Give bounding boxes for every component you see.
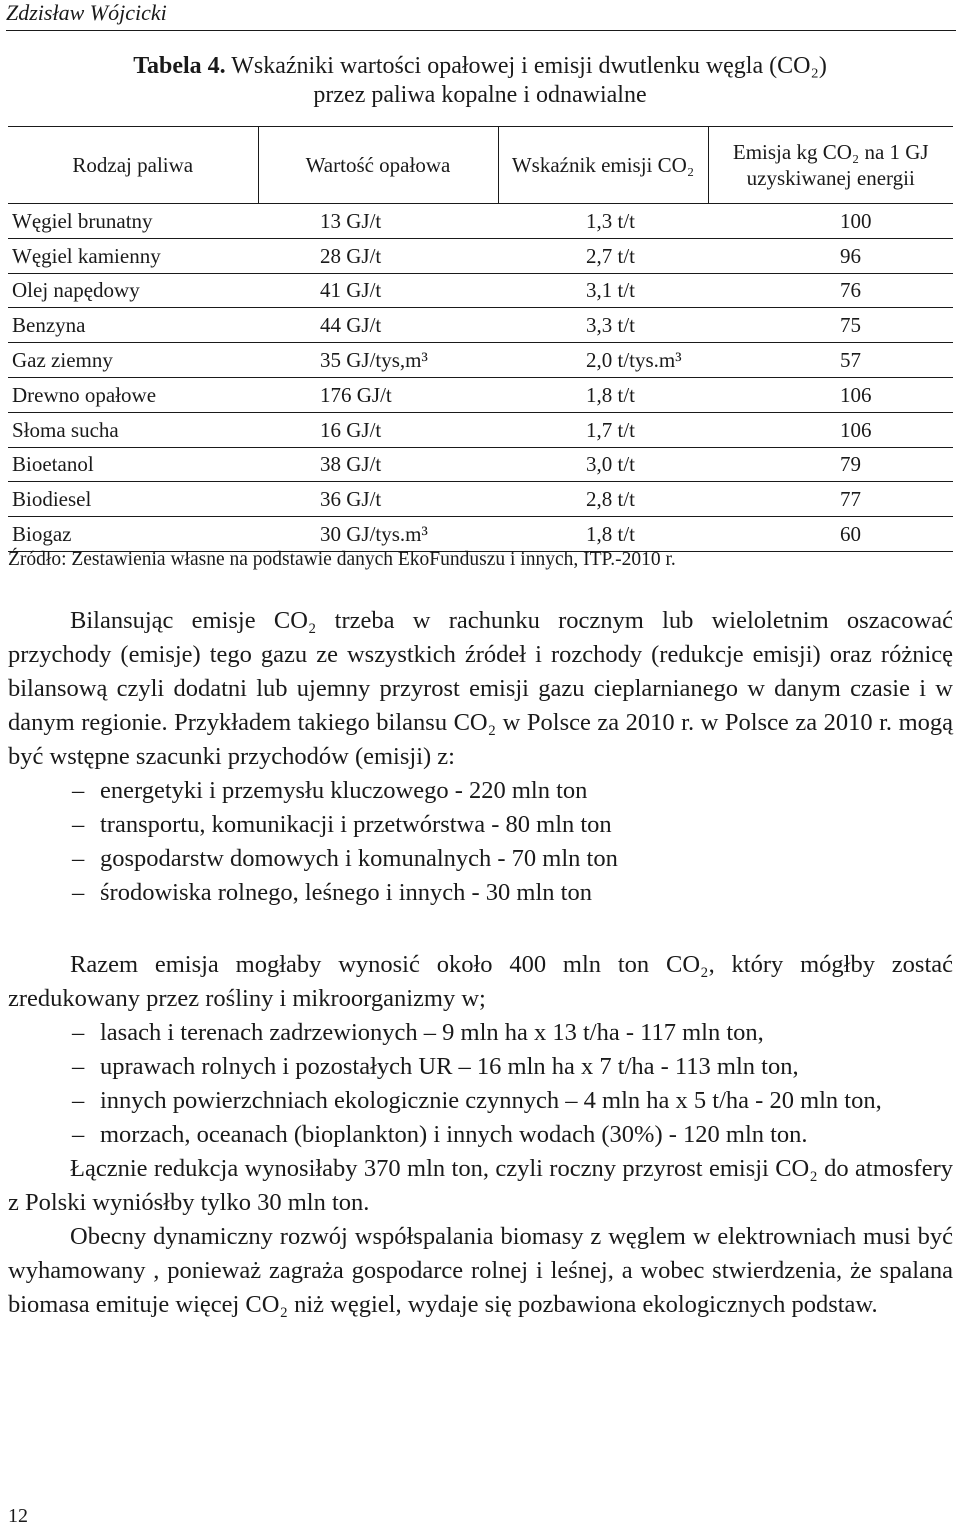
list-item bbox=[8, 1050, 953, 1084]
dash-bullet: – bbox=[72, 777, 85, 804]
column-header-emission-per-gj: Emisja kg CO₂ na 1 GJ uzyskiwanej energii bbox=[708, 127, 953, 204]
list-item-text: energetyki i przemysłu kluczowego - 220 mln ton bbox=[100, 777, 588, 804]
cell-emission-per-gj: 76 bbox=[708, 273, 953, 308]
list-item-text: morzach, oceanach (bioplankton) i innych wodach (30%) - 120 mln ton. bbox=[100, 1121, 808, 1148]
table-title-line1: Wskaźniki wartości opałowej i emisji dwutlenku węgla (CO₂) bbox=[231, 53, 827, 79]
cell-heating-value: 28 GJ/t bbox=[258, 238, 498, 273]
cell-emission-per-gj: 96 bbox=[708, 238, 953, 273]
cell-emission-per-gj: 100 bbox=[708, 204, 953, 239]
paragraph-biomass-cofiring: Obecny dynamiczny rozwój współspalania biomasy z węglem w elektrowniach musi być wyhamowany , ponieważ zagraża gospodarce rolnej i leśnej, a wobec stwierdzenia, że spalana biomasa emituje więcej CO₂ niż węgiel, wydaje się pozbawiona ekologicznych podstaw. bbox=[8, 1223, 953, 1318]
cell-heating-value: 38 GJ/t bbox=[258, 447, 498, 482]
list-item-text: środowiska rolnego, leśnego i innych - 30 mln ton bbox=[100, 879, 592, 906]
list-item bbox=[8, 774, 953, 808]
table-row bbox=[8, 447, 953, 482]
paragraph-total-emission: Razem emisja mogłaby wynosić około 400 mln ton CO₂, który mógłby zostać zredukowany przez rośliny i mikroorganizmy w; bbox=[8, 951, 953, 1012]
cell-emission-per-gj: 106 bbox=[708, 377, 953, 412]
table-label: Tabela 4. bbox=[133, 53, 226, 79]
reduction-sinks-list bbox=[8, 1016, 953, 1152]
cell-fuel-type: Benzyna bbox=[8, 308, 258, 343]
cell-emission-per-gj: 106 bbox=[708, 412, 953, 447]
cell-emission-per-gj: 60 bbox=[708, 517, 953, 552]
cell-emission-per-gj: 79 bbox=[708, 447, 953, 482]
cell-emission-factor: 3,3 t/t bbox=[498, 308, 708, 343]
page-header bbox=[6, 0, 956, 31]
dash-bullet: – bbox=[72, 811, 85, 838]
cell-heating-value: 35 GJ/tys,m³ bbox=[258, 343, 498, 378]
cell-emission-factor: 2,7 t/t bbox=[498, 238, 708, 273]
page-number: 12 bbox=[8, 1505, 28, 1527]
paragraph-total-reduction: Łącznie redukcja wynosiłaby 370 mln ton, czyli roczny przyrost emisji CO₂ do atmosfery z Polski wyniósłby tylko 30 mln ton. bbox=[8, 1155, 953, 1216]
dash-bullet: – bbox=[72, 1053, 85, 1080]
table-title-line2: przez paliwa kopalne i odnawialne bbox=[313, 82, 647, 108]
cell-fuel-type: Biodiesel bbox=[8, 482, 258, 517]
cell-fuel-type: Olej napędowy bbox=[8, 273, 258, 308]
list-item-text: innych powierzchniach ekologicznie czynnych – 4 mln ha x 5 t/ha - 20 mln ton, bbox=[100, 1087, 882, 1114]
cell-heating-value: 16 GJ/t bbox=[258, 412, 498, 447]
list-item-text: lasach i terenach zadrzewionych – 9 mln ha x 13 t/ha - 117 mln ton, bbox=[100, 1019, 764, 1046]
cell-fuel-type: Bioetanol bbox=[8, 447, 258, 482]
list-item bbox=[8, 808, 953, 842]
dash-bullet: – bbox=[72, 1087, 85, 1114]
cell-fuel-type: Gaz ziemny bbox=[8, 343, 258, 378]
list-item-text: uprawach rolnych i pozostałych UR – 16 mln ha x 7 t/ha - 113 mln ton, bbox=[100, 1053, 799, 1080]
cell-heating-value: 44 GJ/t bbox=[258, 308, 498, 343]
list-item bbox=[8, 876, 953, 910]
cell-emission-factor: 1,8 t/t bbox=[498, 517, 708, 552]
cell-emission-per-gj: 77 bbox=[708, 482, 953, 517]
body-text bbox=[8, 604, 953, 1322]
table-row bbox=[8, 238, 953, 273]
table-row bbox=[8, 343, 953, 378]
column-header-fuel-type: Rodzaj paliwa bbox=[8, 127, 258, 204]
list-item-text: gospodarstw domowych i komunalnych - 70 mln ton bbox=[100, 845, 618, 872]
dash-bullet: – bbox=[72, 1121, 85, 1148]
cell-heating-value: 30 GJ/tys.m³ bbox=[258, 517, 498, 552]
column-header-emission-factor: Wskaźnik emisji CO₂ bbox=[498, 127, 708, 204]
cell-heating-value: 36 GJ/t bbox=[258, 482, 498, 517]
cell-heating-value: 41 GJ/t bbox=[258, 273, 498, 308]
cell-emission-factor: 3,1 t/t bbox=[498, 273, 708, 308]
table-row bbox=[8, 517, 953, 552]
list-item-text: transportu, komunikacji i przetwórstwa - 80 mln ton bbox=[100, 811, 612, 838]
cell-heating-value: 13 GJ/t bbox=[258, 204, 498, 239]
dash-bullet: – bbox=[72, 879, 85, 906]
cell-fuel-type: Drewno opałowe bbox=[8, 377, 258, 412]
table-row bbox=[8, 273, 953, 308]
list-item bbox=[8, 1118, 953, 1152]
table-row bbox=[8, 482, 953, 517]
list-item bbox=[8, 1016, 953, 1050]
cell-heating-value: 176 GJ/t bbox=[258, 377, 498, 412]
cell-fuel-type: Węgiel kamienny bbox=[8, 238, 258, 273]
table-row bbox=[8, 412, 953, 447]
cell-emission-factor: 3,0 t/t bbox=[498, 447, 708, 482]
cell-emission-factor: 2,0 t/tys.m³ bbox=[498, 343, 708, 378]
paragraph-emission-balance: Bilansując emisje CO₂ trzeba w rachunku rocznym lub wieloletnim oszacować przychody (emisje) tego gazu ze wszystkich źródeł i rozchody (redukcje emisji) oraz różnicę bilansową czyli dodatni lub ujemny przyrost emisji gazu cieplarnianego w danym czasie i w danym regionie. Przykładem takiego bilansu CO₂ w Polsce za 2010 r. w Polsce za 2010 r. mogą być wstępne szacunki przychodów (emisji) z: bbox=[8, 607, 953, 770]
table-row bbox=[8, 204, 953, 239]
author-name: Zdzisław Wójcicki bbox=[6, 0, 167, 25]
table-row bbox=[8, 308, 953, 343]
table-source-note: Źródło: Zestawienia własne na podstawie danych EkoFunduszu i innych, ITP.-2010 r. bbox=[8, 549, 676, 570]
list-item bbox=[8, 1084, 953, 1118]
column-header-heating-value: Wartość opałowa bbox=[258, 127, 498, 204]
table-row bbox=[8, 377, 953, 412]
cell-emission-factor: 1,7 t/t bbox=[498, 412, 708, 447]
cell-fuel-type: Słoma sucha bbox=[8, 412, 258, 447]
cell-emission-per-gj: 75 bbox=[708, 308, 953, 343]
cell-emission-factor: 2,8 t/t bbox=[498, 482, 708, 517]
cell-emission-factor: 1,8 t/t bbox=[498, 377, 708, 412]
fuel-emission-table bbox=[8, 126, 953, 552]
dash-bullet: – bbox=[72, 845, 85, 872]
emission-sources-list bbox=[8, 774, 953, 910]
dash-bullet: – bbox=[72, 1019, 85, 1046]
cell-fuel-type: Biogaz bbox=[8, 517, 258, 552]
table-body bbox=[8, 204, 953, 552]
cell-fuel-type: Węgiel brunatny bbox=[8, 204, 258, 239]
cell-emission-per-gj: 57 bbox=[708, 343, 953, 378]
table-title bbox=[0, 52, 960, 110]
list-item bbox=[8, 842, 953, 876]
table-header-row bbox=[8, 127, 953, 204]
fuel-table-container bbox=[8, 126, 953, 552]
cell-emission-factor: 1,3 t/t bbox=[498, 204, 708, 239]
